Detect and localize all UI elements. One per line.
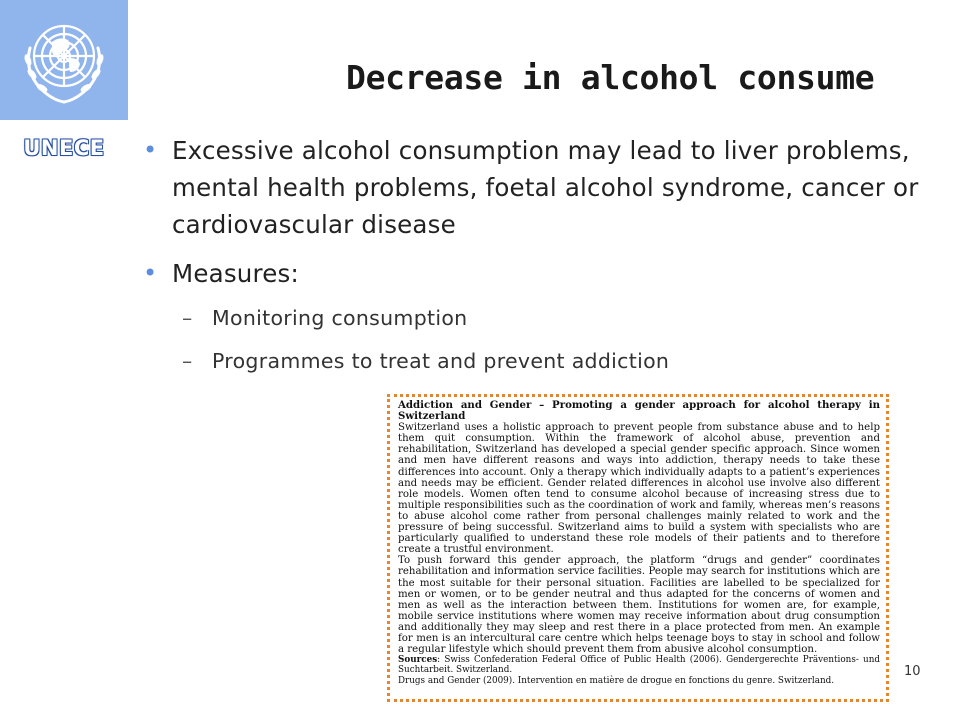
sub-bullet-text: Programmes to treat and prevent addiction — [212, 349, 670, 373]
case-study-source — [398, 655, 880, 675]
source-text: : Swiss Confederation Federal Office of Public Health (2006). Gendergerechte Präventions- und Suchtarbeit. Switzerland. — [398, 655, 880, 676]
case-study-paragraph: To push forward this gender approach, the platform “drugs and gender” coordinates rehabilitation and information service facilities. People may search for institutions which are the most suitable for their personal situation. Facilities are labelled to be specialized for men or women, or to be gender neutral and thus adapted for the concerns of women and men as well as the interaction between them. Institutions for women are, for example, mobile service institutions where women may receive information about drug consumption and additionally they may sleep and rest there in a place protected from men. An example for men is an intercultural care centre which helps teenage boys to stay in school and follow a regular lifestyle which should prevent them from abusive alcohol consumption. — [398, 555, 880, 656]
sub-bullet-text: Monitoring consumption — [212, 306, 468, 330]
bullet-dot-icon: • — [143, 136, 158, 164]
dash-marker: – — [182, 306, 193, 330]
bullet-item — [140, 132, 960, 243]
bullet-list — [140, 132, 960, 375]
bullet-item — [140, 255, 960, 292]
case-study-source: Drugs and Gender (2009). Intervention en matière de drogue en fonctions du genre. Switzerland. — [398, 675, 835, 686]
bullet-text: Measures: — [172, 259, 299, 288]
page-number: 10 — [904, 664, 921, 679]
sources-label: Sources — [398, 655, 438, 666]
sub-bullet-item — [140, 347, 960, 375]
sub-bullet-item — [140, 304, 960, 332]
case-study-title: Addiction and Gender – Promoting a gender approach for alcohol therapy in Switzerland — [398, 399, 880, 423]
org-label: UNECE — [23, 136, 105, 160]
case-study-paragraph: Switzerland uses a holistic approach to prevent people from substance abuse and to help them quit consumption. Within the framework of alcohol abuse, prevention and rehabilitation, Switzerland has developed a special gender specific approach. Since women and men have different reasons and ways into addiction, therapy needs to take these differences into account. Only a therapy which individually adapts to a patient’s experiences and needs may be efficient. Gender related differences in alcohol use involve also different role models. Women often tend to consume alcohol because of increasing stress due to multiple responsibilities such as the coordination of work and family, whereas men’s reasons to abuse alcohol come rather from personal challenges mainly related to work and the pressure of being successful. Switzerland aims to build a system with specialists who are particularly qualified to understand these role models of their patients and to therefore create a trustful environment. — [398, 422, 880, 556]
dash-marker: – — [182, 349, 193, 373]
slide-title: Decrease in alcohol consume — [346, 58, 875, 97]
bullet-dot-icon: • — [143, 259, 158, 287]
case-study-box — [387, 394, 889, 702]
un-logo-panel — [0, 0, 128, 120]
un-emblem-icon — [12, 8, 116, 112]
bullet-text: Excessive alcohol consumption may lead to liver problems, mental health problems, foetal alcohol syndrome, cancer or cardiovascular disease — [172, 136, 919, 239]
